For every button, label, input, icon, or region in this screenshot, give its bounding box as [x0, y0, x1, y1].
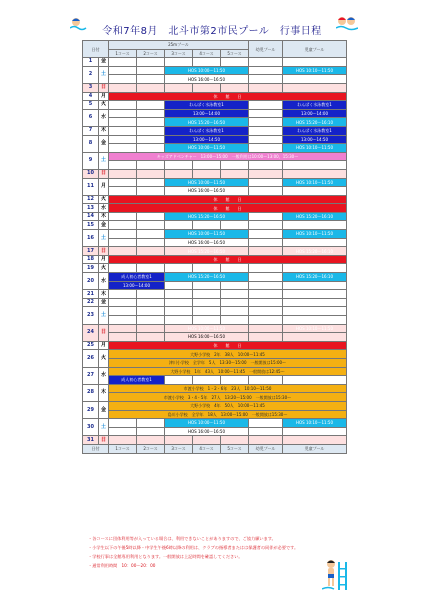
note-item: ・ 小学生以下の午後5時以降・中学生午後6時以降の利用は、クラブの指導者またはは保護者の同伴が必要です。 — [88, 543, 298, 552]
event-hos: HOS 10:00～11:50 — [165, 178, 249, 187]
day-number: 17 — [83, 247, 99, 256]
event-hos: HOS 15:20～16:50 — [165, 212, 249, 221]
weekday: 木 — [99, 212, 109, 221]
event-hos: HOS 10:00～11:50 — [165, 324, 249, 333]
weekday: 金 — [99, 135, 109, 152]
event-hos: HOS 10:00～11:50 — [165, 419, 249, 428]
day-row — [83, 384, 347, 393]
event-closed: 休 館 日 — [109, 204, 347, 213]
day-row — [83, 264, 347, 273]
day-number: 13 — [83, 204, 99, 213]
event-closed: 休 館 日 — [109, 92, 347, 101]
event-wanpaku-child: わんぱく水泳教室1 — [283, 126, 347, 135]
event-hos-pm: HOS 16:00～16:50 — [165, 187, 249, 196]
day-row — [83, 247, 347, 256]
weekday: 月 — [99, 178, 109, 195]
event-adult-class: 成人初心者教室1 — [109, 273, 165, 282]
day-number: 20 — [83, 273, 99, 290]
swimmers-icon — [336, 14, 358, 32]
day-row — [83, 169, 347, 178]
event-hos: HOS 10:00～11:50 — [165, 230, 249, 239]
event-hos-child: HOS 15:20～16:10 — [283, 118, 347, 127]
event-wanpaku-time-child: 13:00～14:00 — [283, 109, 347, 118]
weekday: 金 — [99, 401, 109, 418]
day-row — [83, 152, 347, 161]
day-row — [83, 367, 347, 376]
event-hos-pm: HOS 16:00～16:50 — [165, 75, 249, 84]
weekday: 水 — [99, 367, 109, 384]
day-number: 2 — [83, 66, 99, 83]
event-wanpaku: わんぱく水泳教室1 — [165, 126, 249, 135]
header-course-4: 4コース — [193, 49, 221, 58]
header-course-1: 1コース — [109, 49, 137, 58]
day-row — [83, 178, 347, 187]
weekday: 火 — [99, 264, 109, 273]
event-hos: HOS 15:20～16:50 — [165, 118, 249, 127]
event-hos: HOS 15:20～16:50 — [165, 247, 249, 256]
weekday: 土 — [99, 419, 109, 436]
footer-infant: 幼児プール — [249, 444, 283, 453]
event-school: 市渡小学校 3・4・5年 27人 13:20～15:00 一般開放は15:30～ — [109, 393, 347, 402]
event-hos-child: HOS 10:10～11:50 — [283, 66, 347, 75]
day-number: 18 — [83, 255, 99, 264]
event-closed: 休 館 日 — [109, 255, 347, 264]
header-course-2: 2コース — [137, 49, 165, 58]
day-row — [83, 298, 347, 307]
event-hos: HOS 10:00～11:50 — [165, 144, 249, 153]
footer-course-3: 3コース — [165, 444, 193, 453]
event-hos: HOS 10:00～11:50 — [165, 66, 249, 75]
day-number: 12 — [83, 195, 99, 204]
day-row — [83, 101, 347, 110]
day-row — [83, 290, 347, 299]
event-wanpaku-child: わんぱく水泳教室1 — [283, 101, 347, 110]
note-item: ・ 学校行事は全館専用利用となります。一般開放は上記時間を確認してください。 — [88, 552, 298, 561]
day-number: 9 — [83, 152, 99, 169]
footer-row — [83, 444, 347, 453]
footer-course-1: 1コース — [109, 444, 137, 453]
weekday: 金 — [99, 298, 109, 307]
weekday: 木 — [99, 290, 109, 299]
weekday: 日 — [99, 247, 109, 256]
day-row — [83, 350, 347, 359]
header-course-3: 3コース — [165, 49, 193, 58]
header-pool25: 25mプール — [109, 41, 249, 50]
child-on-ladder-icon — [322, 556, 348, 590]
event-school: 津川小学校 全学年 5人 13:30～15:00 一般開放は15:00～ — [109, 358, 347, 367]
weekday: 日 — [99, 169, 109, 178]
note-item: ・ 通常利用時間 10：00～20：00 — [88, 561, 298, 570]
day-row — [83, 273, 347, 282]
day-row — [83, 230, 347, 239]
day-row — [83, 401, 347, 410]
weekday: 水 — [99, 273, 109, 290]
weekday: 水 — [99, 109, 109, 126]
header-date: 日付 — [83, 41, 109, 58]
day-number: 26 — [83, 350, 99, 367]
event-wanpaku-time-child: 13:00～14:50 — [283, 135, 347, 144]
event-closed: 休 館 日 — [109, 341, 347, 350]
header-infant: 幼児プール — [249, 41, 283, 58]
footer-course-5: 5コース — [221, 444, 249, 453]
event-hos-pm: HOS 16:00～16:50 — [165, 427, 249, 436]
event-hos-child: HOS 15:20～16:10 — [283, 273, 347, 282]
footer-course-2: 2コース — [137, 444, 165, 453]
day-row — [83, 135, 347, 144]
day-row — [83, 66, 347, 75]
day-number: 1 — [83, 58, 99, 67]
day-row — [83, 204, 347, 213]
day-number: 23 — [83, 307, 99, 324]
event-school: 大野小学校 4年 50人 10:00～11:45 — [109, 401, 347, 410]
weekday: 木 — [99, 126, 109, 135]
weekday: 火 — [99, 195, 109, 204]
day-row — [83, 436, 347, 445]
event-wanpaku-time: 13:00～14:00 — [165, 109, 249, 118]
schedule-table — [82, 40, 346, 454]
weekday: 土 — [99, 66, 109, 83]
weekday: 日 — [99, 324, 109, 341]
day-row — [83, 126, 347, 135]
event-closed: 休 館 日 — [109, 195, 347, 204]
note-item: ・ 各コースに団体利用等が入っている場合は、利用できないことがありますので、ご協力願います。 — [88, 534, 298, 543]
notes-list — [88, 534, 298, 570]
day-number: 16 — [83, 230, 99, 247]
weekday: 月 — [99, 255, 109, 264]
weekday: 火 — [99, 350, 109, 367]
weekday: 日 — [99, 83, 109, 92]
day-number: 4 — [83, 92, 99, 101]
footer-course-4: 4コース — [193, 444, 221, 453]
event-school: 大野小学校 1年 43人 10:00～11:45 一般開放は12:45～ — [109, 367, 347, 376]
event-hos-child: HOS 10:10～11:50 — [283, 230, 347, 239]
day-row — [83, 83, 347, 92]
header-row-1 — [83, 41, 347, 50]
event-hos-pm: HOS 16:00～16:50 — [165, 238, 249, 247]
day-number: 28 — [83, 384, 99, 401]
page-title: 令和7年8月 北斗市第2市民プール 行事日程 — [102, 26, 322, 37]
day-number: 10 — [83, 169, 99, 178]
weekday: 土 — [99, 307, 109, 324]
weekday: 火 — [99, 101, 109, 110]
weekday: 日 — [99, 436, 109, 445]
day-number: 7 — [83, 126, 99, 135]
weekday: 土 — [99, 152, 109, 169]
day-number: 8 — [83, 135, 99, 152]
event-school: 島川小学校 全学年 18人 13:00～15:00 一般開放は15:30～ — [109, 410, 347, 419]
event-adult-time: 13:00～14:00 — [109, 281, 165, 290]
event-wanpaku: わんぱく水泳教室1 — [165, 101, 249, 110]
day-row — [83, 221, 347, 230]
day-row — [83, 341, 347, 350]
event-hos-pm: HOS 16:00～16:50 — [165, 333, 249, 342]
day-number: 31 — [83, 436, 99, 445]
weekday: 土 — [99, 230, 109, 247]
event-hos-child: HOS 15:20～16:10 — [283, 212, 347, 221]
day-row — [83, 419, 347, 428]
event-hos: HOS 15:20～16:50 — [165, 273, 249, 282]
weekday: 月 — [99, 92, 109, 101]
day-number: 22 — [83, 298, 99, 307]
day-row — [83, 92, 347, 101]
weekday: 木 — [99, 384, 109, 401]
day-row — [83, 109, 347, 118]
day-number: 5 — [83, 101, 99, 110]
swimmer-icon — [70, 16, 88, 32]
header-course-5: 5コース — [221, 49, 249, 58]
day-number: 11 — [83, 178, 99, 195]
day-row — [83, 324, 347, 333]
event-school: 市渡小学校 1・2・6年 23人 10:10～11:50 — [109, 384, 347, 393]
weekday: 月 — [99, 341, 109, 350]
event-hos-child: HOS 15:20～16:10 — [283, 247, 347, 256]
day-number: 14 — [83, 212, 99, 221]
weekday: 金 — [99, 221, 109, 230]
event-hos-child: HOS 10:10～11:50 — [283, 144, 347, 153]
event-wanpaku-time: 13:00～14:50 — [165, 135, 249, 144]
day-number: 29 — [83, 401, 99, 418]
day-number: 21 — [83, 290, 99, 299]
day-row — [83, 255, 347, 264]
event-school: 大野小学校 2年 38人 10:00～11:45 — [109, 350, 347, 359]
day-number: 30 — [83, 419, 99, 436]
weekday: 水 — [99, 204, 109, 213]
day-number: 25 — [83, 341, 99, 350]
day-row — [83, 58, 347, 67]
event-hos-child: HOS 10:10～11:50 — [283, 178, 347, 187]
weekday: 金 — [99, 58, 109, 67]
day-number: 19 — [83, 264, 99, 273]
day-number: 15 — [83, 221, 99, 230]
day-number: 27 — [83, 367, 99, 384]
day-number: 6 — [83, 109, 99, 126]
day-row — [83, 195, 347, 204]
day-row — [83, 212, 347, 221]
day-row — [83, 307, 347, 316]
footer-child: 児童プール — [283, 444, 347, 453]
day-number: 3 — [83, 83, 99, 92]
event-hos-child: HOS 10:10～11:50 — [283, 324, 347, 333]
header-child: 児童プール — [283, 41, 347, 58]
event-adult-class: 成人初心者教室1 — [109, 376, 165, 385]
footer-date: 日付 — [83, 444, 109, 453]
event-kids-adventure: キッズアドベンチャー 13:00～15:00 一般利用は10:00～13:00、15:30～ — [109, 152, 347, 161]
day-number: 24 — [83, 324, 99, 341]
event-hos-child: HOS 10:10～11:50 — [283, 419, 347, 428]
